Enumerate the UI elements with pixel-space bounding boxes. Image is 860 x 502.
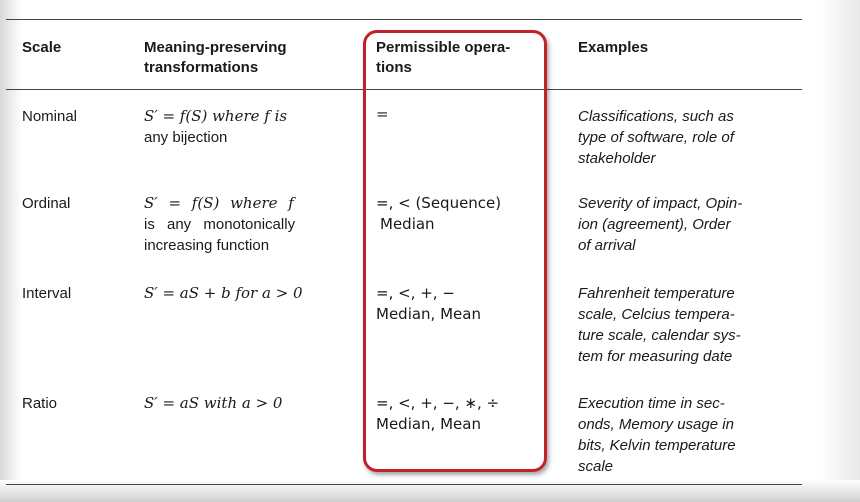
header-meaning-preserving <box>144 38 334 78</box>
table-bottom-rule <box>6 484 802 485</box>
examples-line: of arrival <box>578 237 636 254</box>
row-ratio-transformation <box>144 393 334 414</box>
examples-line: bits, Kelvin temperature <box>578 437 736 454</box>
operations-line: =, <, +, −, ∗, ÷ <box>376 394 500 412</box>
row-interval-scale: Interval <box>22 285 72 302</box>
row-interval-transformation <box>144 283 334 304</box>
row-nominal-scale: Nominal <box>22 108 78 125</box>
row-ordinal-scale: Ordinal <box>22 195 71 212</box>
examples-line: Execution time in sec- <box>578 395 725 412</box>
operations-line: =, < (Sequence) <box>376 194 502 212</box>
header-meaning-line2: transformations <box>144 59 259 76</box>
transformation-line: S′ = f(S) where f is <box>144 107 288 125</box>
examples-line: Fahrenheit temperature <box>578 285 735 302</box>
examples-line: ture scale, calendar sys- <box>578 327 741 344</box>
operations-line: Median, Mean <box>376 305 481 323</box>
transformation-line: S′ = aS with a > 0 <box>144 394 283 412</box>
header-examples: Examples <box>578 39 649 56</box>
transformation-line: S′ = aS + b for a > 0 <box>144 284 303 302</box>
header-ops-line2: tions <box>376 59 412 76</box>
operations-line: Median <box>380 215 435 233</box>
header-scale: Scale <box>22 39 62 56</box>
table-top-rule <box>6 19 802 20</box>
row-nominal-transformation <box>144 106 334 148</box>
header-ops-line1: Permissible opera- <box>376 39 511 56</box>
transformation-line: is any monotonically <box>144 216 296 233</box>
row-ordinal-examples <box>578 193 774 256</box>
examples-line: type of software, role of <box>578 129 734 146</box>
examples-line: onds, Memory usage in <box>578 416 734 433</box>
transformation-line: increasing function <box>144 237 270 254</box>
row-nominal-examples <box>578 106 774 169</box>
examples-line: tem for measuring date <box>578 348 733 365</box>
examples-line: stakeholder <box>578 150 656 167</box>
examples-line: scale <box>578 458 614 475</box>
row-ordinal-transformation <box>144 193 334 256</box>
permissible-operations-highlight <box>363 30 547 472</box>
row-ratio-scale: Ratio <box>22 395 58 412</box>
row-interval-examples <box>578 283 774 367</box>
examples-line: scale, Celcius tempera- <box>578 306 735 323</box>
operations-line: Median, Mean <box>376 415 481 433</box>
examples-line: ion (agreement), Order <box>578 216 731 233</box>
transformation-line: any bijection <box>144 129 228 146</box>
row-ratio-examples <box>578 393 774 477</box>
header-meaning-line1: Meaning-preserving <box>144 39 287 56</box>
operations-line: = <box>376 105 389 123</box>
operations-line: =, <, +, − <box>376 284 455 302</box>
transformation-line: S′ = f(S) where f <box>144 194 294 212</box>
examples-line: Classifications, such as <box>578 108 734 125</box>
examples-line: Severity of impact, Opin- <box>578 195 743 212</box>
